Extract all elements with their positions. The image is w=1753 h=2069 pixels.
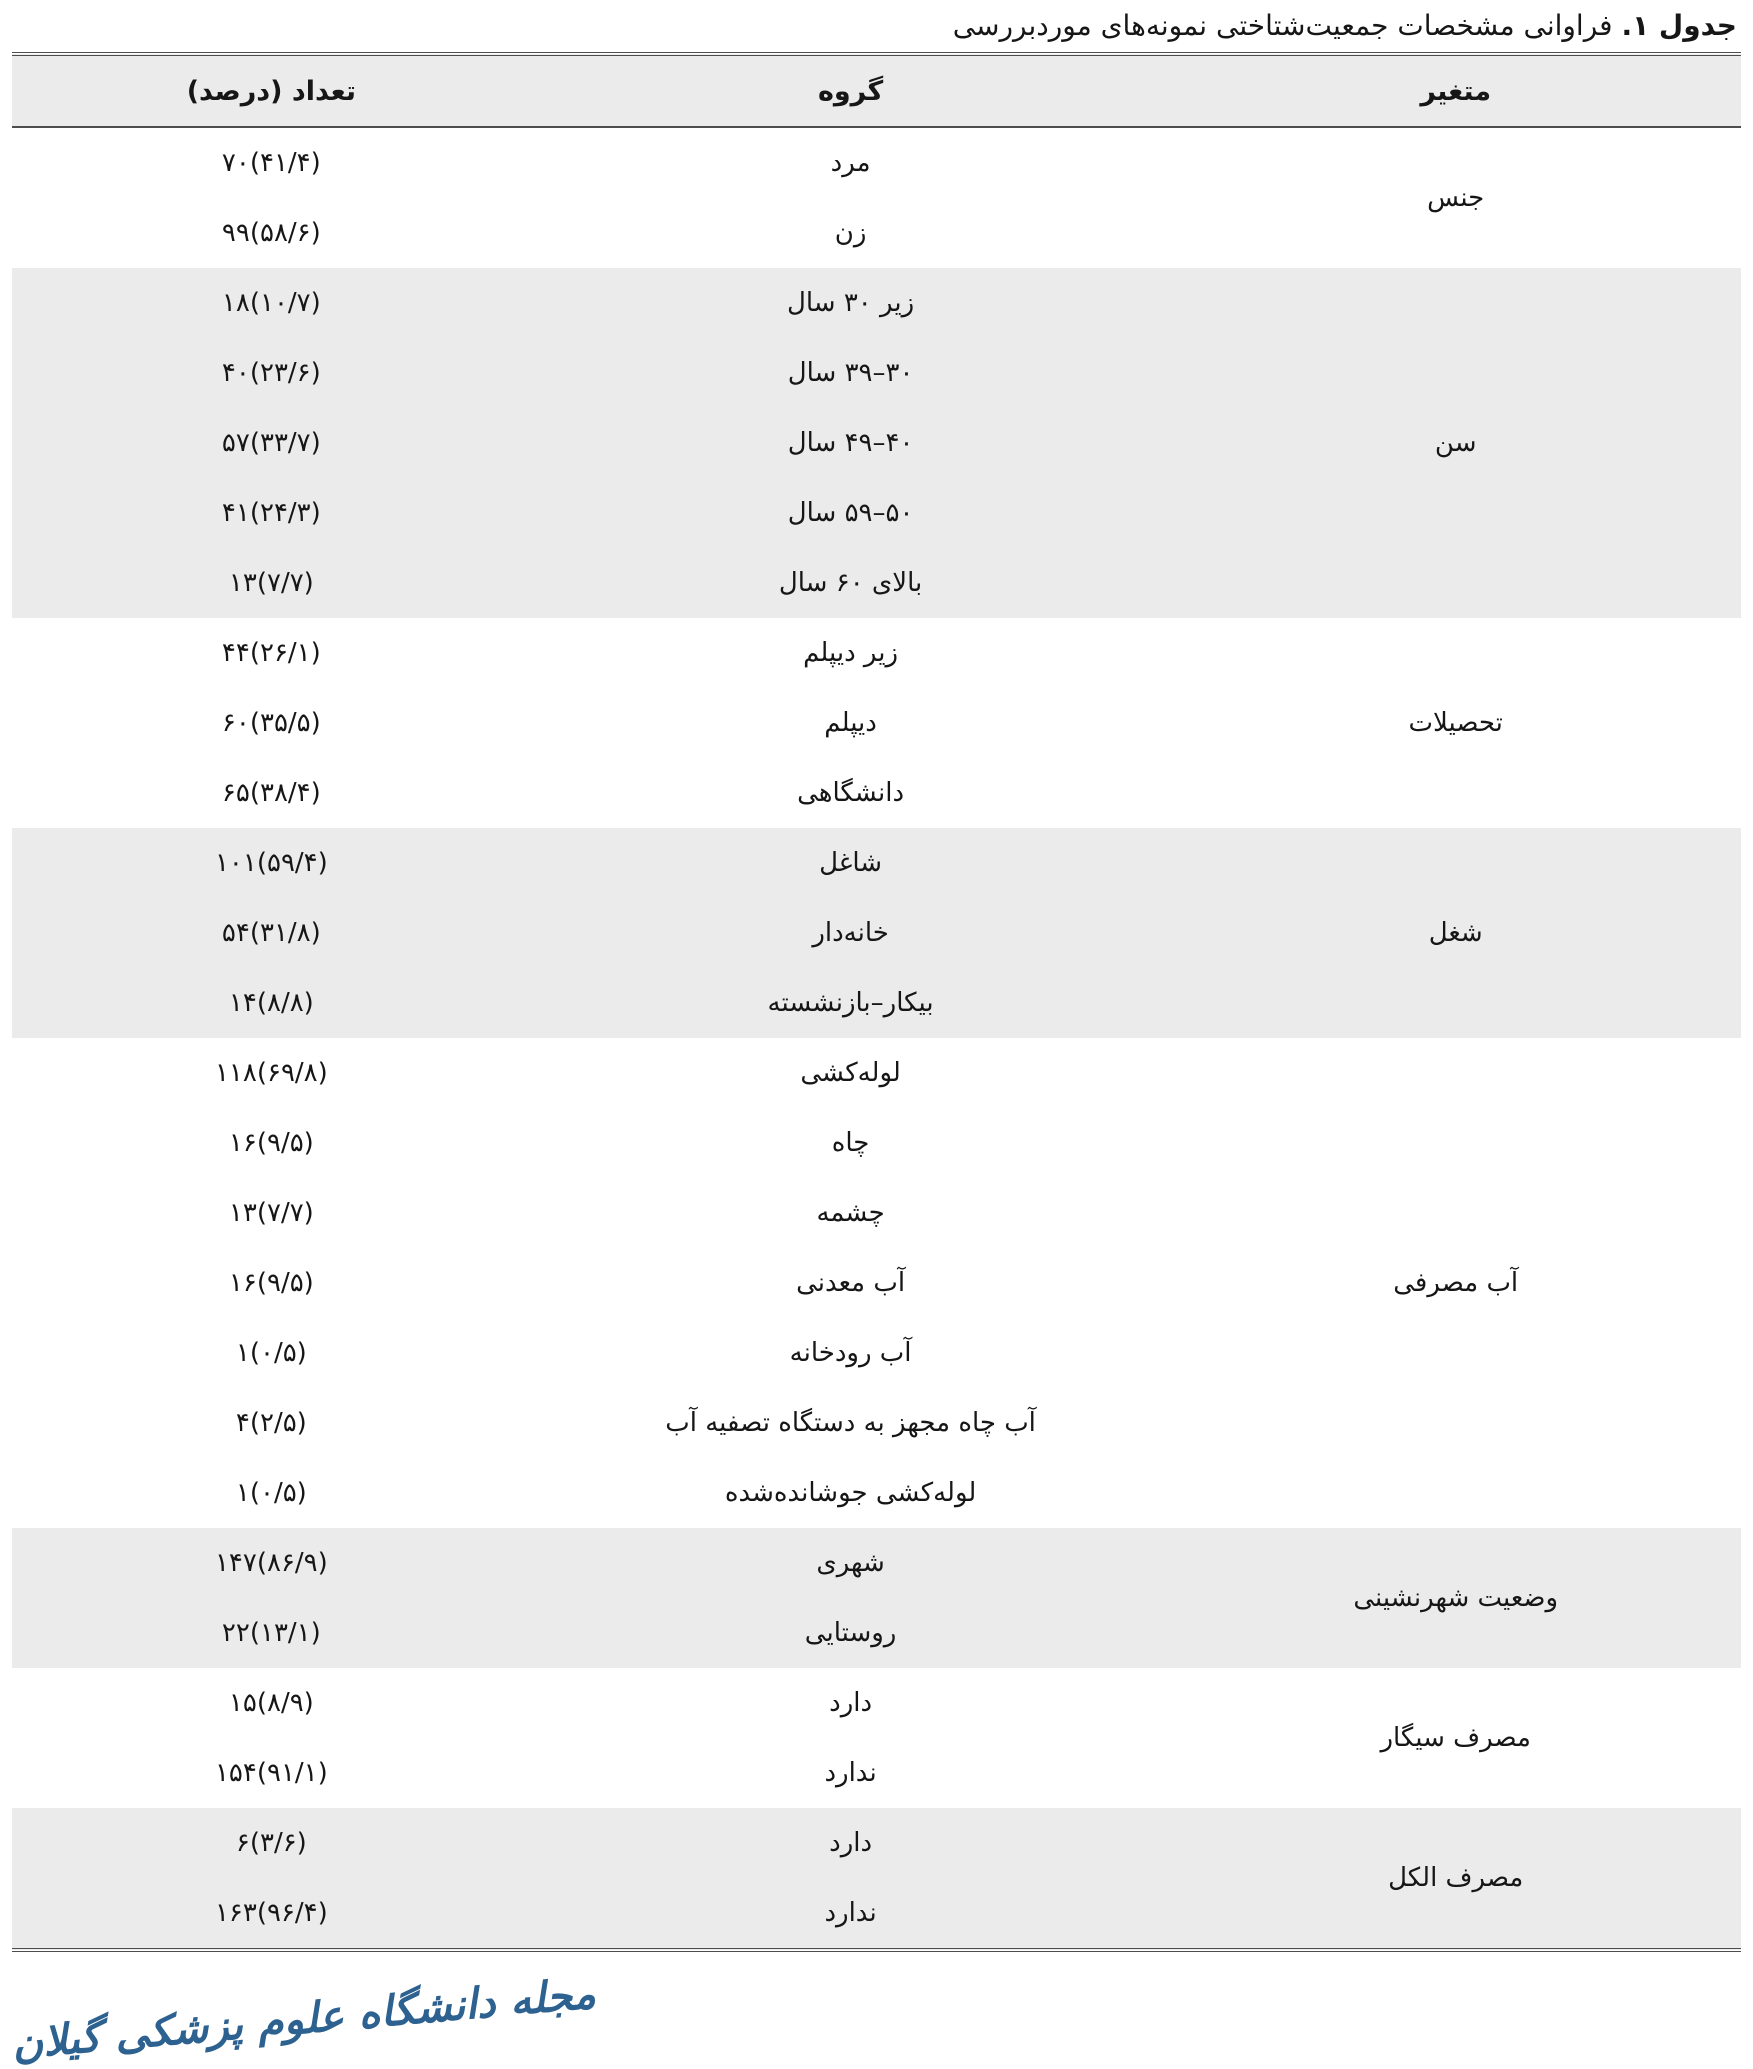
group-cell: خانه‌دار — [531, 898, 1171, 968]
group-cell: دیپلم — [531, 688, 1171, 758]
count-cell — [12, 1108, 531, 1178]
table-body — [12, 127, 1741, 1950]
count-value: ۱۵۴(۹۱/۱) — [214, 1758, 328, 1789]
group-cell: چاه — [531, 1108, 1171, 1178]
header-group: گروه — [531, 54, 1171, 127]
count-cell — [12, 758, 531, 828]
group-cell: شاغل — [531, 828, 1171, 898]
count-value: ۲۲(۱۳/۱) — [221, 1618, 321, 1649]
count-value: ۱(۰/۵) — [235, 1478, 307, 1509]
table-row — [12, 1808, 1741, 1878]
count-cell — [12, 338, 531, 408]
count-cell — [12, 1878, 531, 1950]
variable-cell: مصرف الکل — [1170, 1808, 1741, 1950]
count-cell — [12, 688, 531, 758]
count-value: ۴۱(۲۴/۳) — [221, 498, 321, 529]
count-value: ۵۴(۳۱/۸) — [221, 918, 321, 949]
group-cell: مرد — [531, 127, 1171, 198]
group-cell: لوله‌کشی — [531, 1038, 1171, 1108]
table-row — [12, 1528, 1741, 1598]
count-cell — [12, 127, 531, 198]
header-variable: متغیر — [1170, 54, 1741, 127]
count-cell — [12, 1248, 531, 1318]
group-cell: ۴۰–۴۹ سال — [531, 408, 1171, 478]
group-cell: روستایی — [531, 1598, 1171, 1668]
table-row — [12, 268, 1741, 338]
count-cell — [12, 198, 531, 268]
variable-cell: شغل — [1170, 828, 1741, 1038]
count-cell — [12, 548, 531, 618]
journal-logo: مجله دانشگاه علوم پزشکی گیلان — [9, 1968, 598, 2069]
count-value: ۱۶۳(۹۶/۴) — [214, 1898, 328, 1929]
group-cell: شهری — [531, 1528, 1171, 1598]
count-value: ۴۰(۲۳/۶) — [221, 358, 321, 389]
count-value: ۷۰(۴۱/۴) — [221, 148, 321, 179]
group-cell: چشمه — [531, 1178, 1171, 1248]
table-row — [12, 618, 1741, 688]
count-cell — [12, 968, 531, 1038]
group-cell: بیکار–بازنشسته — [531, 968, 1171, 1038]
count-cell — [12, 828, 531, 898]
count-value: ۶۰(۳۵/۵) — [221, 708, 321, 739]
group-cell: ۳۰–۳۹ سال — [531, 338, 1171, 408]
count-cell — [12, 1668, 531, 1738]
variable-cell: آب مصرفی — [1170, 1038, 1741, 1528]
count-value: ۱۵(۸/۹) — [228, 1688, 314, 1719]
variable-cell: سن — [1170, 268, 1741, 618]
table-header — [12, 54, 1741, 127]
count-cell — [12, 1318, 531, 1388]
count-value: ۶(۳/۶) — [235, 1828, 307, 1859]
count-value: ۴۴(۲۶/۱) — [221, 638, 321, 669]
count-cell — [12, 618, 531, 688]
group-cell: آب رودخانه — [531, 1318, 1171, 1388]
group-cell: بالای ۶۰ سال — [531, 548, 1171, 618]
table-row — [12, 828, 1741, 898]
count-value: ۹۹(۵۸/۶) — [221, 218, 321, 249]
count-cell — [12, 1458, 531, 1528]
count-value: ۱۴(۸/۸) — [228, 988, 314, 1019]
header-count: تعداد (درصد) — [12, 54, 531, 127]
variable-cell: تحصیلات — [1170, 618, 1741, 828]
count-value: ۱۸(۱۰/۷) — [221, 288, 321, 319]
group-cell: آب چاه مجهز به دستگاه تصفیه آب — [531, 1388, 1171, 1458]
table-row — [12, 1038, 1741, 1108]
group-cell: ندارد — [531, 1878, 1171, 1950]
count-cell — [12, 1388, 531, 1458]
demographics-table — [12, 52, 1741, 1952]
count-value: ۱۶(۹/۵) — [228, 1268, 314, 1299]
group-cell: دارد — [531, 1668, 1171, 1738]
count-cell — [12, 1038, 531, 1108]
count-value: ۱۶(۹/۵) — [228, 1128, 314, 1159]
group-cell: دانشگاهی — [531, 758, 1171, 828]
variable-cell: مصرف سیگار — [1170, 1668, 1741, 1808]
group-cell: لوله‌کشی جوشانده‌شده — [531, 1458, 1171, 1528]
count-cell — [12, 268, 531, 338]
count-value: ۴(۲/۵) — [235, 1408, 307, 1439]
count-value: ۱۴۷(۸۶/۹) — [214, 1548, 328, 1579]
count-cell — [12, 1738, 531, 1808]
variable-cell: وضعیت شهرنشینی — [1170, 1528, 1741, 1668]
group-cell: دارد — [531, 1808, 1171, 1878]
table-row — [12, 127, 1741, 198]
group-cell: آب معدنی — [531, 1248, 1171, 1318]
count-cell — [12, 408, 531, 478]
group-cell: زن — [531, 198, 1171, 268]
header-row — [12, 54, 1741, 127]
variable-cell: جنس — [1170, 127, 1741, 268]
count-cell — [12, 1178, 531, 1248]
group-cell: زیر دیپلم — [531, 618, 1171, 688]
count-cell — [12, 1598, 531, 1668]
count-value: ۱۱۸(۶۹/۸) — [214, 1058, 328, 1089]
count-cell — [12, 898, 531, 968]
table-caption — [12, 0, 1741, 52]
count-cell — [12, 1808, 531, 1878]
count-value: ۱(۰/۵) — [235, 1338, 307, 1369]
count-cell — [12, 478, 531, 548]
table-caption-text: فراوانی مشخصات جمعیت‌شتاختی نمونه‌های موردبررسی — [952, 9, 1613, 42]
count-value: ۱۰۱(۵۹/۴) — [214, 848, 328, 879]
group-cell: زیر ۳۰ سال — [531, 268, 1171, 338]
table-row — [12, 1668, 1741, 1738]
table-caption-number: جدول ۱. — [1621, 9, 1737, 42]
count-value: ۱۳(۷/۷) — [228, 568, 314, 599]
count-cell — [12, 1528, 531, 1598]
group-cell: ۵۰–۵۹ سال — [531, 478, 1171, 548]
count-value: ۶۵(۳۸/۴) — [221, 778, 321, 809]
count-value: ۱۳(۷/۷) — [228, 1198, 314, 1229]
group-cell: ندارد — [531, 1738, 1171, 1808]
count-value: ۵۷(۳۳/۷) — [221, 428, 321, 459]
